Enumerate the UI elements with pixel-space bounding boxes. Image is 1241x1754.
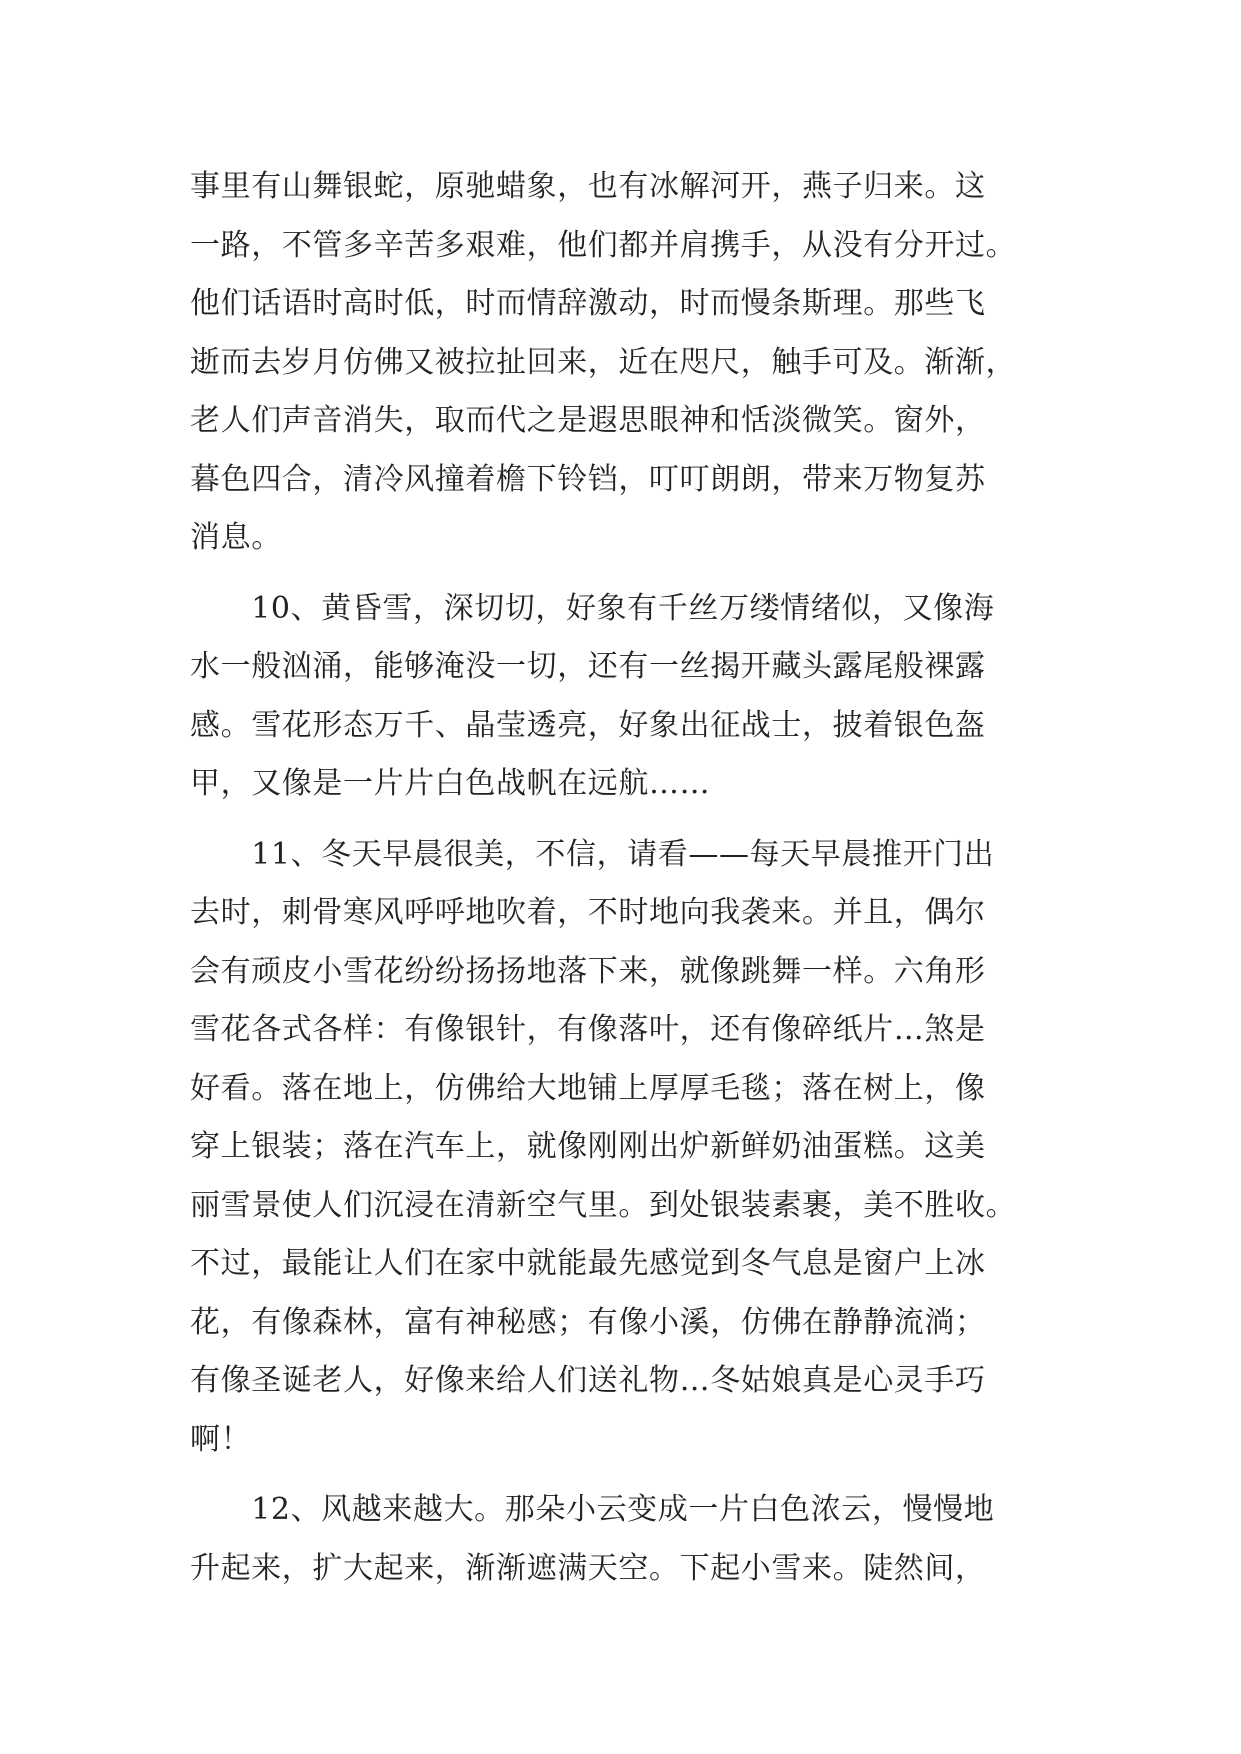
document-body-text [190, 158, 1060, 1598]
text-line: 消息。 [190, 520, 282, 555]
text-line: 事里有山舞银蛇，原驰蜡象，也有冰解河开，燕子归来。这 [190, 169, 986, 204]
text-line: 穿上银装；落在汽车上，就像刚刚出炉新鲜奶油蛋糕。这美 [190, 1129, 986, 1164]
text-line: 老人们声音消失，取而代之是遐思眼神和恬淡微笑。窗外， [190, 403, 986, 438]
text-line: 感。雪花形态万千、晶莹透亮，好象出征战士，披着银色盔 [190, 707, 986, 743]
text-line: 10、黄昏雪，深切切，好象有千丝万缕情绪似，又像海 [190, 590, 995, 626]
text-line: 不过，最能让人们在家中就能最先感觉到冬气息是窗户上冰 [190, 1246, 986, 1281]
text-line: 甲，又像是一片片白色战帆在远航…… [190, 766, 711, 801]
text-line: 雪花各式各样：有像银针，有像落叶，还有像碎纸片…煞是 [190, 1012, 986, 1047]
text-line: 水一般汹涌，能够淹没一切，还有一丝揭开藏头露尾般裸露 [190, 649, 986, 684]
text-line: 去时，刺骨寒风呼呼地吹着，不时地向我袭来。并且，偶尔 [190, 895, 986, 930]
text-line: 丽雪景使人们沉浸在清新空气里。到处银装素裹，美不胜收。 [190, 1187, 1017, 1223]
text-line: 11、冬天早晨很美，不信，请看——每天早晨推开门出 [190, 836, 995, 872]
text-line: 暮色四合，清冷风撞着檐下铃铛，叮叮朗朗，带来万物复苏 [190, 461, 986, 497]
text-line: 会有顽皮小雪花纷纷扬扬地落下来，就像跳舞一样。六角形 [190, 953, 986, 989]
text-line: 升起来，扩大起来，渐渐遮满天空。下起小雪来。陡然间， [190, 1550, 986, 1586]
text-line: 一路，不管多辛苦多艰难，他们都并肩携手，从没有分开过。 [190, 227, 1017, 263]
text-line: 花，有像森林，富有神秘感；有像小溪，仿佛在静静流淌； [190, 1304, 986, 1340]
text-line: 他们话语时高时低，时而情辞激动，时而慢条斯理。那些飞 [190, 286, 986, 321]
text-line: 逝而去岁月仿佛又被拉扯回来，近在咫尺，触手可及。渐渐， [190, 344, 1017, 380]
text-line: 啊！ [190, 1421, 252, 1457]
text-line: 好看。落在地上，仿佛给大地铺上厚厚毛毯；落在树上，像 [190, 1070, 986, 1106]
text-line: 有像圣诞老人，好像来给人们送礼物…冬姑娘真是心灵手巧 [190, 1363, 986, 1398]
text-line: 12、风越来越大。那朵小云变成一片白色浓云，慢慢地 [190, 1492, 995, 1527]
